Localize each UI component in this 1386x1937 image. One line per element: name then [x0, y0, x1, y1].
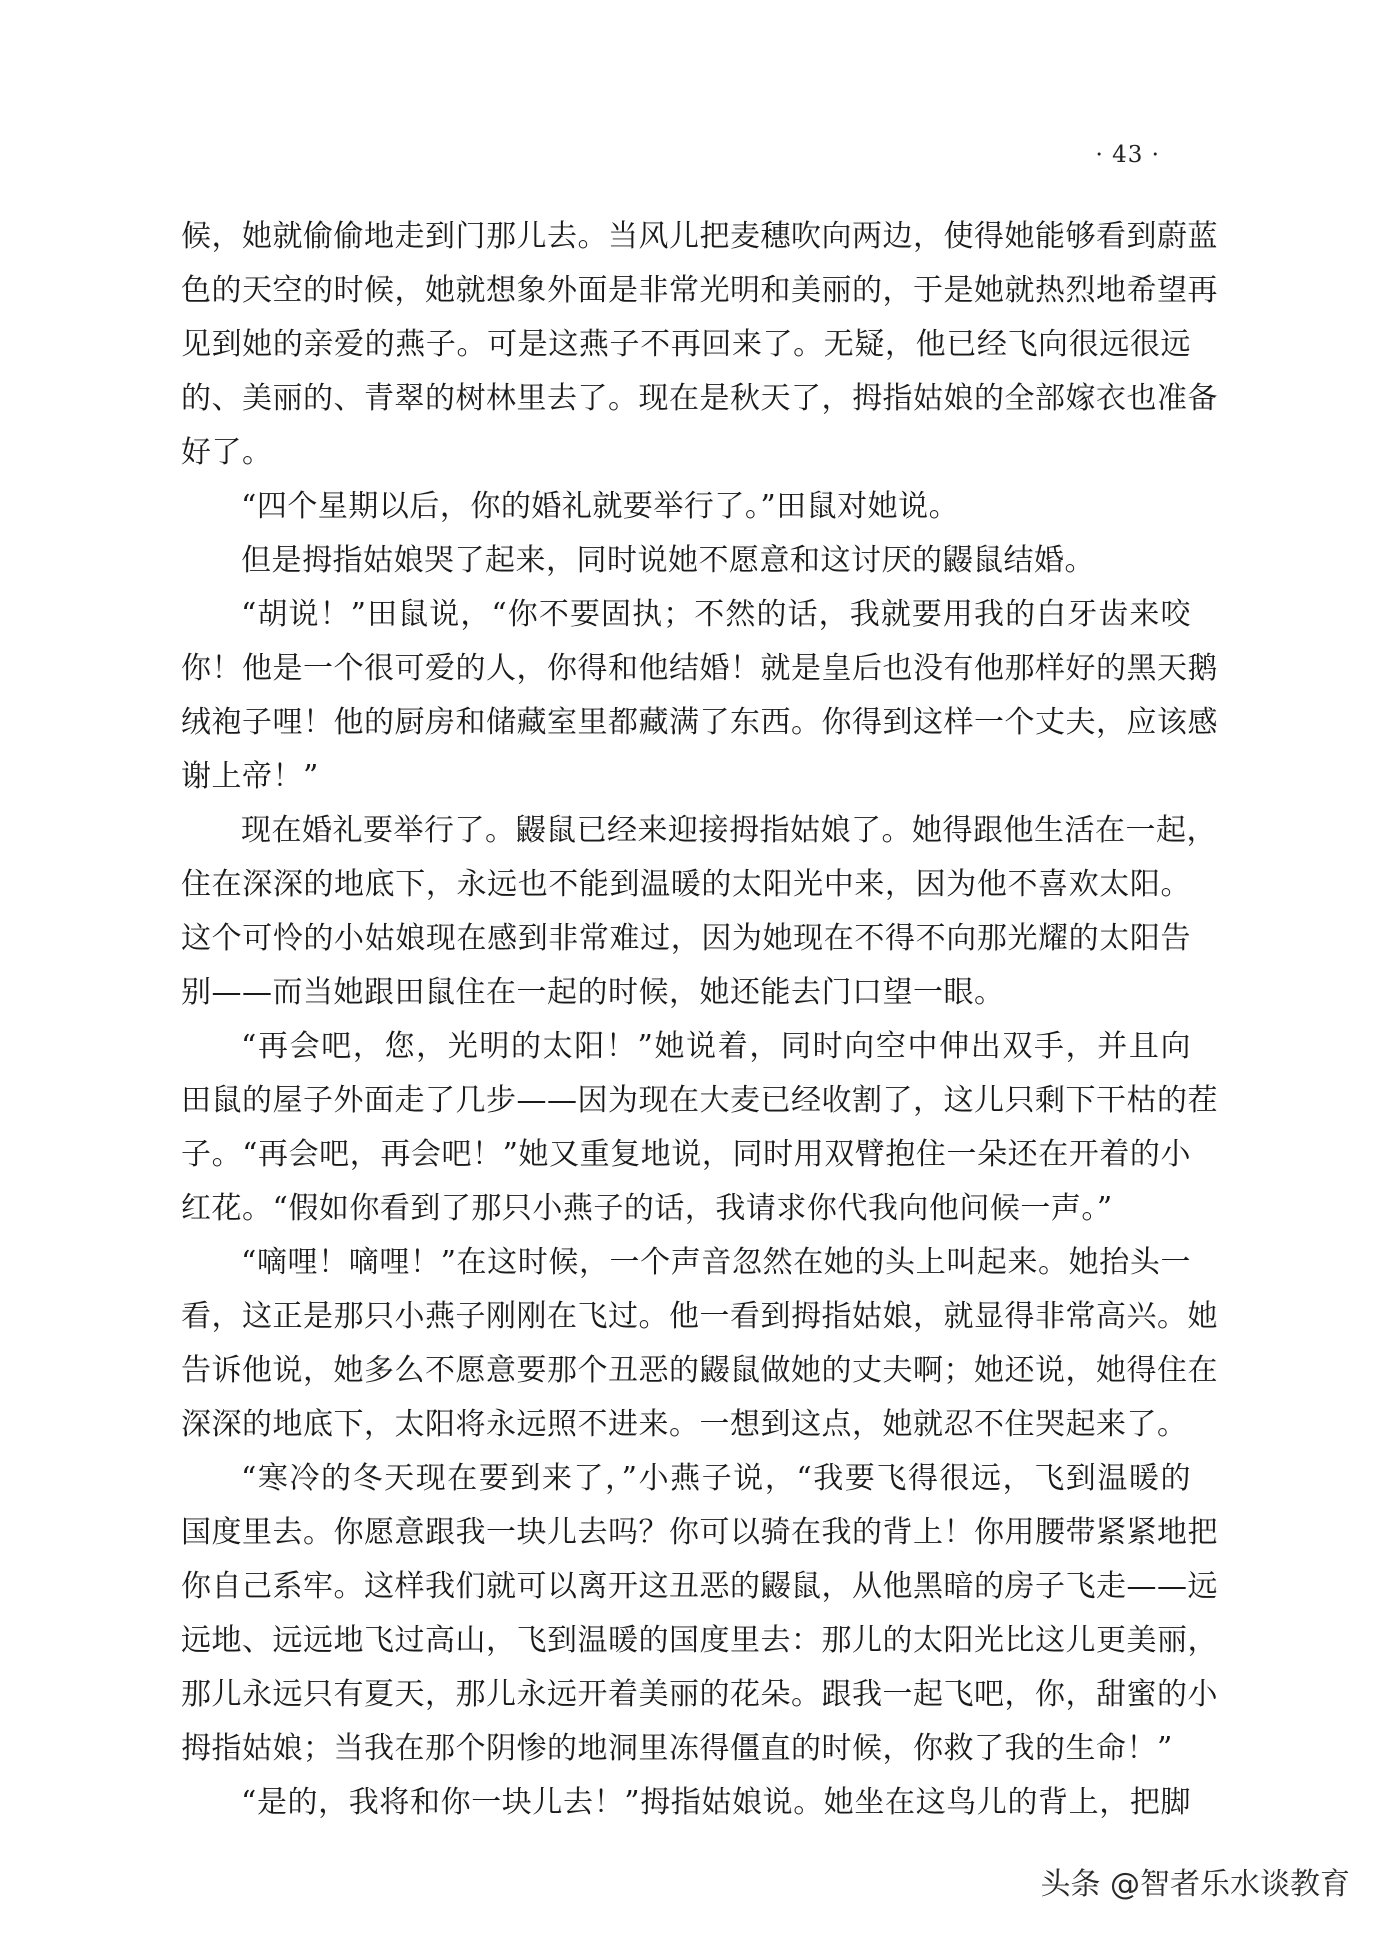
text-line: “寒冷的冬天现在要到来了，”小燕子说，“我要飞得很远，飞到温暖的: [241, 1461, 1191, 1496]
text-line: 你！他是一个很可爱的人，你得和他结婚！就是皇后也没有他那样好的黑天鹅: [181, 651, 1218, 686]
text-line: 见到她的亲爱的燕子。可是这燕子不再回来了。无疑，他已经飞向很远很远: [181, 327, 1191, 362]
text-line: 拇指姑娘；当我在那个阴惨的地洞里冻得僵直的时候，你救了我的生命！”: [181, 1731, 1173, 1766]
text-line: 国度里去。你愿意跟我一块儿去吗？你可以骑在我的背上！你用腰带紧紧地把: [181, 1515, 1218, 1550]
text-line: “再会吧，您，光明的太阳！”她说着，同时向空中伸出双手，并且向: [241, 1029, 1191, 1064]
text-line: 好了。: [181, 435, 273, 470]
text-line: 谢上帝！”: [181, 759, 319, 794]
text-line: 候，她就偷偷地走到门那儿去。当风儿把麦穗吹向两边，使得她能够看到蔚蓝: [181, 219, 1218, 254]
text-line: 红花。“假如你看到了那只小燕子的话，我请求你代我向他问候一声。”: [181, 1191, 1113, 1226]
text-line: 这个可怜的小姑娘现在感到非常难过，因为她现在不得不向那光耀的太阳告: [181, 921, 1191, 956]
text-line: “嘀哩！嘀哩！”在这时候，一个声音忽然在她的头上叫起来。她抬头一: [241, 1245, 1191, 1280]
text-line: 远地、远远地飞过高山，飞到温暖的国度里去：那儿的太阳光比这儿更美丽，: [181, 1623, 1218, 1658]
text-line: “是的，我将和你一块儿去！”拇指姑娘说。她坐在这鸟儿的背上，把脚: [241, 1785, 1191, 1820]
text-line: “胡说！”田鼠说，“你不要固执；不然的话，我就要用我的白牙齿来咬: [241, 597, 1191, 632]
text-line: 子。“再会吧，再会吧！”她又重复地说，同时用双臂抱住一朵还在开着的小: [181, 1137, 1191, 1172]
text-line: 那儿永远只有夏天，那儿永远开着美丽的花朵。跟我一起飞吧，你，甜蜜的小: [181, 1677, 1218, 1712]
text-line: 绒袍子哩！他的厨房和储藏室里都藏满了东西。你得到这样一个丈夫，应该感: [181, 705, 1218, 740]
text-line: 告诉他说，她多么不愿意要那个丑恶的鼹鼠做她的丈夫啊；她还说，她得住在: [181, 1353, 1218, 1388]
text-line: 你自己系牢。这样我们就可以离开这丑恶的鼹鼠，从他黑暗的房子飞走——远: [181, 1569, 1218, 1604]
text-line: 的、美丽的、青翠的树林里去了。现在是秋天了，拇指姑娘的全部嫁衣也准备: [181, 381, 1218, 416]
text-line: 看，这正是那只小燕子刚刚在飞过。他一看到拇指姑娘，就显得非常高兴。她: [181, 1299, 1218, 1334]
text-line: “四个星期以后，你的婚礼就要举行了。”田鼠对她说。: [241, 489, 960, 524]
watermark-text: 头条 @智者乐水谈教育: [1040, 1867, 1350, 1902]
text-line: 别——而当她跟田鼠住在一起的时候，她还能去门口望一眼。: [181, 975, 1005, 1010]
text-line: 现在婚礼要举行了。鼹鼠已经来迎接拇指姑娘了。她得跟他生活在一起，: [241, 813, 1217, 848]
text-line: 田鼠的屋子外面走了几步——因为现在大麦已经收割了，这儿只剩下干枯的茬: [181, 1083, 1218, 1118]
body-text: [181, 210, 1218, 1830]
text-line: 住在深深的地底下，永远也不能到温暖的太阳光中来，因为他不喜欢太阳。: [181, 867, 1191, 902]
text-line: 但是拇指姑娘哭了起来，同时说她不愿意和这讨厌的鼹鼠结婚。: [241, 543, 1095, 578]
text-line: 深深的地底下，太阳将永远照不进来。一想到这点，她就忍不住哭起来了。: [181, 1407, 1188, 1442]
text-line: 色的天空的时候，她就想象外面是非常光明和美丽的，于是她就热烈地希望再: [181, 273, 1218, 308]
page-number: · 43 ·: [1095, 142, 1160, 168]
